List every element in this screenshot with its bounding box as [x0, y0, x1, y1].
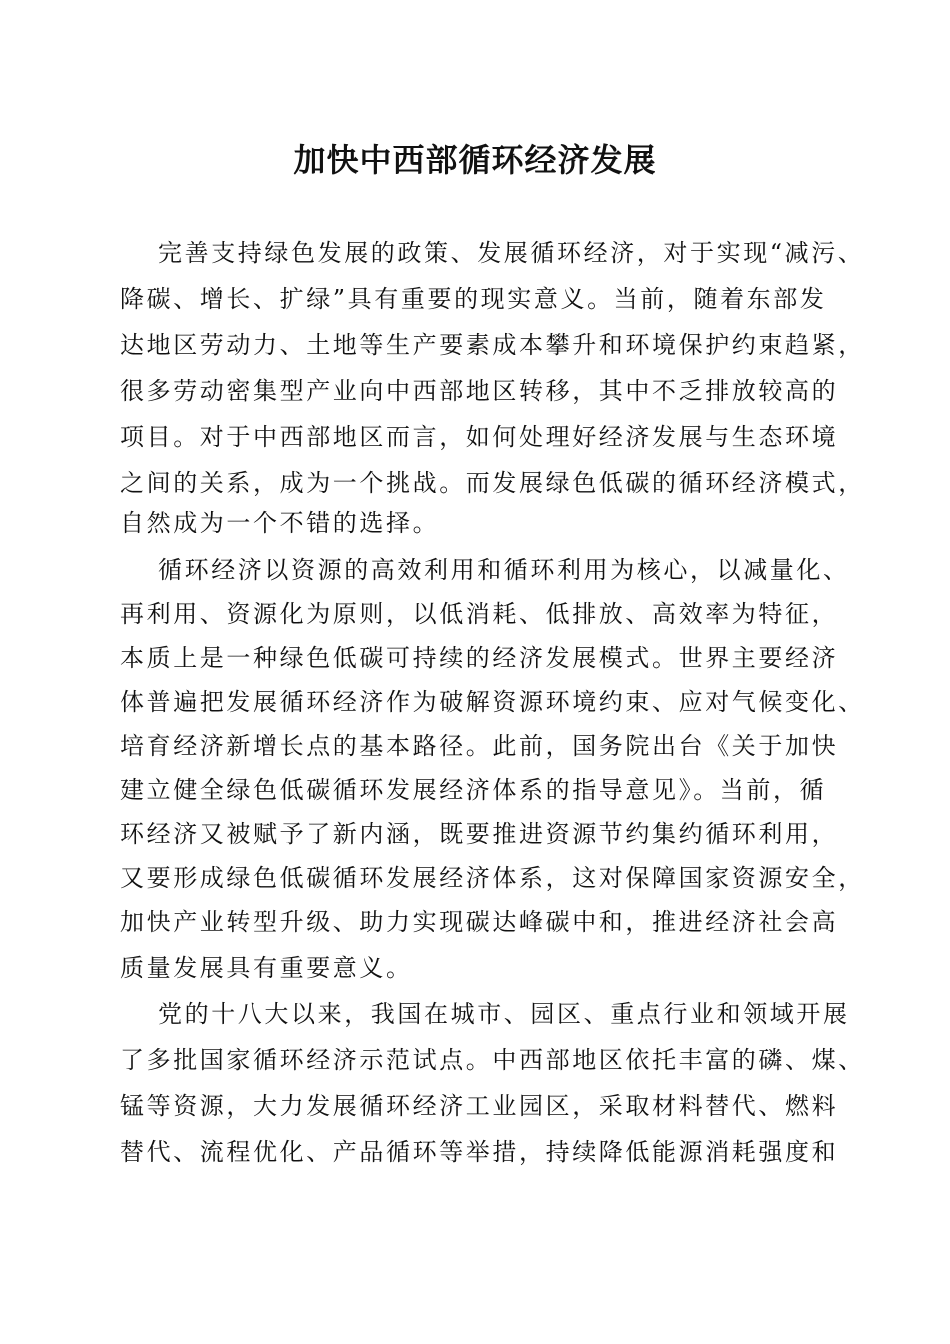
text-line-p2-7: 环经济又被赋予了新内涵，既要推进资源节约集约循环利用，: [120, 820, 839, 848]
text-line-p1-5: 项目。对于中西部地区而言，如何处理好经济发展与生态环境: [120, 423, 839, 451]
text-line-p1-7: 自然成为一个不错的选择。: [120, 509, 440, 537]
text-line-p2-6: 建立健全绿色低碳循环发展经济体系的指导意见》。当前，循: [120, 776, 827, 804]
text-line-p3-2: 了多批国家循环经济示范试点。中西部地区依托丰富的磷、煤、: [120, 1046, 865, 1074]
text-line-p2-8: 又要形成绿色低碳循环发展经济体系，这对保障国家资源安全，: [120, 864, 865, 892]
text-line-p2-9: 加快产业转型升级、助力实现碳达峰碳中和，推进经济社会高: [120, 908, 839, 936]
text-line-p2-3: 本质上是一种绿色低碳可持续的经济发展模式。世界主要经济: [120, 644, 839, 672]
text-line-p2-5: 培育经济新增长点的基本路径。此前，国务院出台《关于加快: [120, 732, 839, 760]
text-line-p3-3: 锰等资源，大力发展循环经济工业园区，采取材料替代、燃料: [120, 1092, 839, 1120]
text-line-p1-6: 之间的关系，成为一个挑战。而发展绿色低碳的循环经济模式，: [120, 469, 865, 497]
page-title: 加快中西部循环经济发展: [293, 141, 657, 179]
text-line-p1-3: 达地区劳动力、土地等生产要素成本攀升和环境保护约束趋紧，: [120, 331, 865, 359]
text-line-p3-1: 党的十八大以来，我国在城市、园区、重点行业和领域开展: [158, 1000, 850, 1028]
text-line-p2-1: 循环经济以资源的高效利用和循环利用为核心，以减量化、: [158, 556, 850, 584]
text-line-p1-2: 降碳、增长、扩绿”具有重要的现实意义。当前，随着东部发: [120, 285, 827, 313]
text-line-p1-1: 完善支持绿色发展的政策、发展循环经济，对于实现“减污、: [158, 239, 865, 267]
text-line-p2-2: 再利用、资源化为原则，以低消耗、低排放、高效率为特征，: [120, 600, 839, 628]
text-line-p3-4: 替代、流程优化、产品循环等举措，持续降低能源消耗强度和: [120, 1138, 839, 1166]
text-line-p2-10: 质量发展具有重要意义。: [120, 954, 413, 982]
text-line-p2-4: 体普遍把发展循环经济作为破解资源环境约束、应对气候变化、: [120, 688, 865, 716]
text-line-p1-4: 很多劳动密集型产业向中西部地区转移，其中不乏排放较高的: [120, 377, 839, 405]
